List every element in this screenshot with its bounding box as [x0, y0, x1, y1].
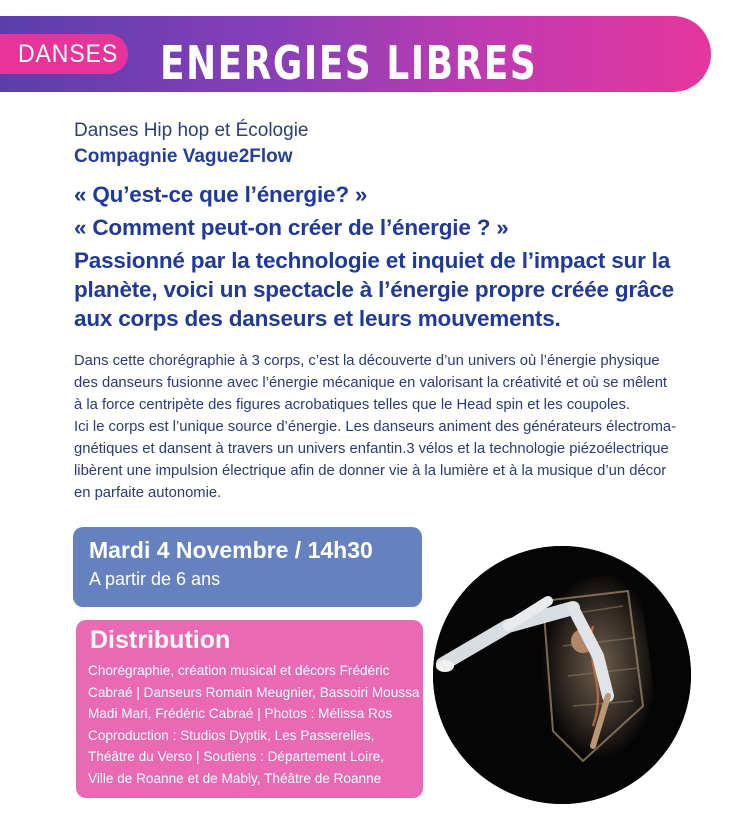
headline-question-2: « Comment peut-on créer de l’énergie ? »	[74, 215, 509, 240]
category-label: DANSES	[18, 40, 119, 68]
description	[74, 350, 694, 504]
category-pill	[0, 34, 128, 74]
headline-statement	[74, 246, 694, 333]
headline-line: aux corps des danseurs et leurs mouvements.	[74, 306, 561, 331]
date-box	[73, 527, 422, 607]
credits-line: Théâtre du Verso | Soutiens : Département Loire,	[88, 749, 384, 764]
credits-line: Ville de Roanne et de Mably, Théâtre de Roanne	[88, 770, 382, 786]
age-recommendation: A partir de 6 ans	[89, 569, 221, 589]
dancer-photo	[433, 546, 691, 804]
headline-question-1: « Qu’est-ce que l’énergie? »	[74, 182, 368, 207]
distribution-title: Distribution	[90, 626, 231, 654]
description-line: gnétiques et dansent à travers un univers enfantin.3 vélos et la technologie piézoélectrique	[74, 441, 669, 457]
show-title: ENERGIES LIBRES	[160, 36, 538, 90]
credits-line: Cabraé | Danseurs Romain Meugnier, Bassoiri Moussa	[88, 684, 420, 700]
description-line: des danseurs fusionne avec l’énergie mécanique en valorisant la créativité et où se mêlent	[74, 375, 668, 391]
description-line: à la force centripète des figures acrobatiques telles que le Head spin et les coupoles.	[74, 397, 631, 413]
performance-date: Mardi 4 Novembre / 14h30	[89, 537, 373, 563]
show-subtitle: Danses Hip hop et Écologie	[74, 120, 309, 141]
credits-line: Madi Mari, Frédéric Cabraé | Photos : Mélissa Ros	[88, 706, 393, 721]
distribution-credits	[88, 660, 418, 789]
dancer-photo-illustration	[433, 546, 691, 804]
credits-line: Chorégraphie, création musical et décors Frédéric	[88, 663, 390, 678]
description-line: Dans cette chorégraphie à 3 corps, c’est la découverte d’un univers où l’énergie physique	[74, 353, 660, 369]
headline-line: Passionné par la technologie et inquiet de l’impact sur la	[74, 248, 671, 273]
description-line: Ici le corps est l’unique source d’énergie. Les danseurs animent des générateurs électroma-	[74, 419, 677, 435]
credits-line: Coproduction : Studios Dyptik, Les Passerelles,	[88, 727, 375, 743]
headline-line: planète, voici un spectacle à l’énergie propre créée grâce	[74, 277, 674, 302]
description-line: libèrent une impulsion électrique afin de donner vie à la lumière et à la musique d’un décor	[74, 463, 667, 479]
company-name: Compagnie Vague2Flow	[74, 146, 293, 167]
description-line: en parfaite autonomie.	[74, 485, 222, 501]
distribution-box	[76, 620, 423, 798]
